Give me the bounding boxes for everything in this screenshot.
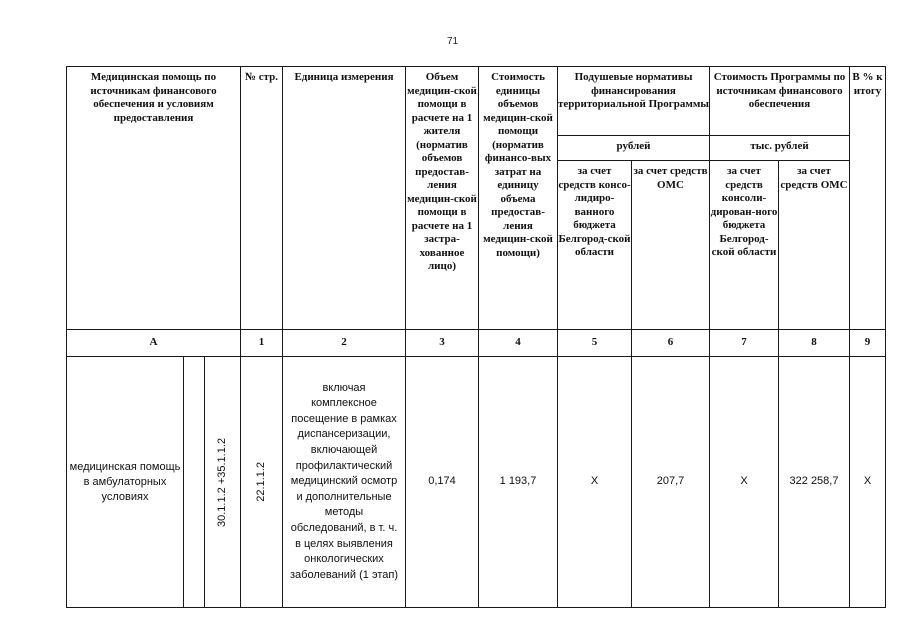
row-line-number: 22.1.1.2 bbox=[254, 462, 267, 502]
code-cell bbox=[205, 357, 241, 608]
page-number: 71 bbox=[446, 36, 459, 47]
row-cost-budget: Х bbox=[710, 357, 779, 608]
row-per-capita-oms: 207,7 bbox=[632, 357, 710, 608]
table-row bbox=[67, 357, 886, 608]
col-number-8: 8 bbox=[779, 330, 850, 357]
col-number-3: 3 bbox=[406, 330, 479, 357]
col-number-1: 1 bbox=[241, 330, 283, 357]
header-cost-oms: за счет средств ОМС bbox=[779, 161, 850, 330]
header-line-number: № стр. bbox=[241, 67, 283, 330]
care-category: медицинская помощь в амбулаторных условиях bbox=[67, 357, 184, 608]
header-unit-thousand-rubles: тыс. рублей bbox=[710, 136, 850, 161]
col-number-a: А bbox=[67, 330, 241, 357]
header-unit-rubles: рублей bbox=[558, 136, 710, 161]
header-per-capita-group: Подушевые нормативы финансирования территориальной Программы bbox=[558, 67, 710, 136]
row-per-capita-budget: Х bbox=[558, 357, 632, 608]
header-per-capita-budget: за счет средств консо-лидиро-ванного бюджета Белгород-ской области bbox=[558, 161, 632, 330]
header-per-capita-oms: за счет средств ОМС bbox=[632, 161, 710, 330]
col-number-4: 4 bbox=[479, 330, 558, 357]
col-number-5: 5 bbox=[558, 330, 632, 357]
line-number-cell bbox=[241, 357, 283, 608]
row-percent: Х bbox=[850, 357, 886, 608]
row-volume: 0,174 bbox=[406, 357, 479, 608]
header-volume: Объем медицин-ской помощи в расчете на 1 жителя (норматив объемов предостав-ления медицин-ской помощи в расчете на 1 застра-хованное лицо) bbox=[406, 67, 479, 330]
header-unit: Единица измерения bbox=[283, 67, 406, 330]
header-cost-budget: за счет средств консоли-дирован-ного бюджета Белгород-ской области bbox=[710, 161, 779, 330]
row-code: 30.1.1.2 +35.1.1.2 bbox=[215, 437, 228, 527]
col-number-7: 7 bbox=[710, 330, 779, 357]
header-unit-cost: Стоимость единицы объемов медицин-ской помощи (норматив финансо-вых затрат на единицу объема предостав-ления медицин-ской помощи) bbox=[479, 67, 558, 330]
row-unit: включая комплексное посещение в рамках диспансеризации, включающей профилактический медицинский осмотр и дополнительные методы обследований, в т. ч. в целях выявления онкологических заболеваний (1 этап) bbox=[283, 357, 406, 608]
program-table bbox=[66, 66, 886, 608]
row-unit-cost: 1 193,7 bbox=[479, 357, 558, 608]
col-number-9: 9 bbox=[850, 330, 886, 357]
row-cost-oms: 322 258,7 bbox=[779, 357, 850, 608]
col-number-2: 2 bbox=[283, 330, 406, 357]
code-cell-empty bbox=[184, 357, 205, 608]
header-program-cost-group: Стоимость Программы по источникам финансового обеспечения bbox=[710, 67, 850, 136]
header-care-type: Медицинская помощь по источникам финансового обеспечения и условиям предоставления bbox=[67, 67, 241, 330]
header-percent: В % к итогу bbox=[850, 67, 886, 330]
col-number-6: 6 bbox=[632, 330, 710, 357]
